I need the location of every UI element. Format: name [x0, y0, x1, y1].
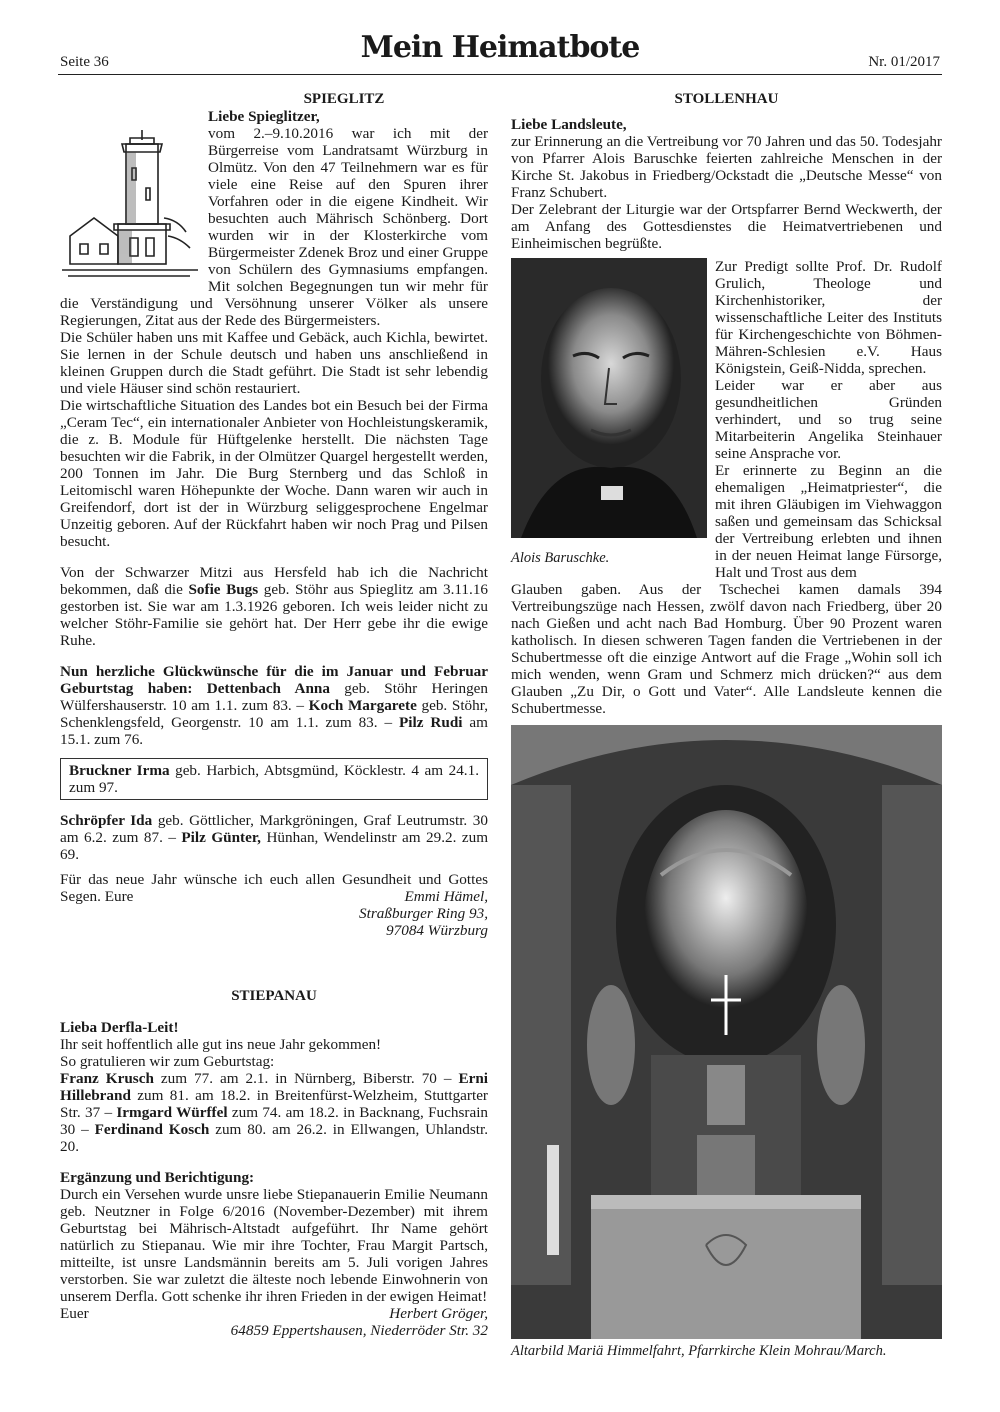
- person-name: Sofie Bugs: [188, 581, 259, 598]
- paragraph: Leider war er aber aus gesundheitlichen Gründen verhindert, und so trug seine Mitarbeiterin Angelika Steinhauer seine Ansprache vor.: [715, 377, 942, 462]
- spieglitz-section: [60, 91, 488, 939]
- paragraph: Durch ein Versehen wurde unsre liebe Stiepanauerin Emilie Neumann geb. Neutzner in Folge 6/2016 (November-Dezember) mit ihrem Geburtstag bei Mährisch-Altstadt aufgeführt. Ihr Name gehört natürlich zu Stiepanau. Wie mir ihre Tochter, Frau Margit Partsch, mitteilte, ist unsre Landsmännin bereits am 5. Juli vorigen Jahres verstorben. Sie war zuletzt die älteste noch lebende Einwohnerin von unserem Derfla. Gott schenke ihr ihren Frieden in der ewigen Heimat!: [60, 1186, 488, 1305]
- altar-figure: [511, 725, 942, 1360]
- portrait-image: [511, 258, 707, 538]
- altar-image: [511, 725, 942, 1339]
- paragraph: Zur Predigt sollte Prof. Dr. Rudolf Grulich, Theologe und Kirchenhistoriker, der wissenschaftliche Leiter des Instituts für Kirchengeschichte von Böhmen-Mähren-Schlesien e.V. Haus Königstein, Geiß-Nidda, sprechen.: [715, 258, 942, 377]
- header-rule: [58, 74, 942, 75]
- greeting-spieglitz: Liebe Spieglitzer,: [208, 108, 320, 125]
- highlight-box: Bruckner Irma geb. Harbich, Abtsgmünd, Köcklestr. 4 am 24.1. zum 97.: [60, 758, 488, 800]
- birthday-list: Franz Krusch zum 77. am 2.1. in Nürnberg, Biberstr. 70 – Erni Hillebrand zum 81. am 18.2. in Breitenfürst-Welzheim, Stuttgarter Str. 37 – Irmgard Würffel zum 74. am 18.2. in Backnang, Fuchsrain 30 – Ferdinand Kosch zum 80. am 26.2. in Ellwangen, Uhlandstr. 20.: [60, 1070, 489, 1155]
- paragraph: Die wirtschaftliche Situation des Landes bot ein Besuch bei der Firma „Ceram Tec“, ein internationaler Anbieter von Hochleistungskeramik, die z. B. Module für Hüftgelenke herstellt. Die nächsten Tage besuchten wir die Fabrik, in der Olmützer Quargel hergestellt werden, 200 Tonnen im Jahr. Die Burg Sternberg und das Schloß in Leitomischl waren Höhepunkte der Woche. Dann waren wir auch in Greifendorf, dort ist der in Würzburg seliggesprochene Engelmar Unzeitig geboren. Auf der Rückfahrt haben wir noch Prag und Pilsen besucht.: [60, 397, 488, 550]
- issue-number: Nr. 01/2017: [868, 54, 940, 70]
- stiepanau-section: [60, 988, 488, 1339]
- page-number: Seite 36: [60, 54, 109, 70]
- section-title-stiepanau: STIEPANAU: [231, 988, 317, 1004]
- paragraph: So gratulieren wir zum Geburtstag:: [60, 1053, 275, 1070]
- paragraph: Der Zelebrant der Liturgie war der Ortspfarrer Bernd Weckwerth, der am Anfang des Gottesdienstes die Heimatvertriebenen und Einheimischen begrüßte.: [511, 201, 942, 252]
- tower-illustration: [60, 108, 200, 284]
- paragraph: Von der Schwarzer Mitzi aus Hersfeld hab ich die Nachricht bekommen, daß die Sofie Bugs geb. Stöhr aus Spieglitz am 3.11.16 gestorben ist. Sie war am 1.3.1926 geboren. Ich weis leider nicht zu welcher Stöhr-Familie sie gehört hat. Der Herr gebe ihr die ewige Ruhe.: [60, 564, 489, 649]
- section-title-stollenhau: STOLLENHAU: [674, 91, 779, 107]
- altar-photo: [511, 725, 942, 1339]
- greeting-stollenhau: Liebe Landsleute,: [511, 116, 627, 133]
- paragraph: Die Schüler haben uns mit Kaffee und Gebäck, auch Kichla, bewirtet. Sie lernen in der Schule deutsch und haben uns anschließend in kleinen Gruppen durch die Stadt geführt. Die Stadt ist sehr lebendig und viele Häuser sind schön restauriert.: [60, 329, 488, 397]
- stollenhau-section: [511, 91, 942, 717]
- paragraph: vom 2.–9.10.2016 war ich mit der Bürgerreise vom Landratsamt Würzburg in Olmütz. Von den 47 Teilnehmern war es für viele eine Reise auf den Spuren ihrer Vorfahren oder in die eigene Kindheit. Wir besuchten auch Mährisch Schönberg. Dort wurden wir in der Klosterkirche vom Bürgermeister Zdenek Broz und einer Gruppe von Schülern des Gymnasiums empfangen. Mit solchen Begegnungen tun wir mehr für die Verständigung und Versöhnung unserer Völker als unsere Regierungen, Zitat aus der Rede des Bürgermeisters.: [60, 125, 488, 329]
- greeting-stiepanau: Lieba Derfla-Leit!: [60, 1019, 179, 1036]
- signature-line: Straßburger Ring 93,: [359, 905, 488, 922]
- section-title-spieglitz: SPIEGLITZ: [303, 91, 385, 107]
- paragraph: Ihr seit hoffentlich alle gut ins neue Jahr gekommen!: [60, 1036, 382, 1053]
- masthead: Mein Heimatbote: [360, 30, 640, 65]
- closing: Euer Herbert Gröger,: [60, 1305, 488, 1322]
- signature-line: 97084 Würzburg: [386, 922, 488, 939]
- photo-caption: Alois Baruschke.: [511, 550, 610, 566]
- paragraph: Er erinnerte zu Beginn an die ehemaligen „Heimatpriester“, die mit ihren Gläubigen im Viehwaggon saßen und gemeinsam das Schicksal der Vertreibung erlebten und ihnen in der neuen Heimat lange Fürsorge, Halt und Trost aus dem: [715, 462, 942, 581]
- birthday-list: Nun herzliche Glückwünsche für die im Januar und Februar Geburtstag haben: Dettenbach Anna geb. Stöhr Heringen Wülfershauserstr. 10 am 1.1. zum 83. – Koch Margarete geb. Stöhr, Schenklengsfeld, Georgenstr. 10 am 1.1. zum 83. – Pilz Rudi am 15.1. zum 76.: [60, 663, 489, 748]
- paragraph: zur Erinnerung an die Vertreibung vor 70 Jahren und das 50. Todesjahr von Pfarrer Alois Baruschke feierten zahlreiche Menschen in der Kirche St. Jakobus in Friedberg/Ockstadt die „Deutsche Messe“ von Franz Schubert.: [511, 133, 942, 201]
- closing: Für das neue Jahr wünsche ich euch allen Gesundheit und Gottes Segen. Eure Emmi Hämel,: [60, 871, 488, 905]
- portrait-figure: [511, 258, 707, 567]
- correction-title: Ergänzung und Berichtigung:: [60, 1169, 255, 1186]
- signature-line: 64859 Eppertshausen, Niederröder Str. 32: [230, 1322, 488, 1339]
- photo-caption: Altarbild Mariä Himmelfahrt, Pfarrkirche Klein Mohrau/March.: [511, 1343, 887, 1359]
- birthday-list: Schröpfer Ida geb. Göttlicher, Markgröningen, Graf Leutrumstr. 30 am 6.2. zum 87. – Pilz Günter, Hünhan, Wendelinstr am 29.2. zum 69.: [60, 812, 489, 863]
- portrait-photo: [511, 258, 707, 538]
- paragraph: Glauben gaben. Aus der Tschechei kamen damals 394 Vertreibungszüge nach Hessen, zwölf davon nach Friedberg, über 20 nach Gießen und acht nach Bad Homburg. Über 90 Prozent waren katholisch. In diesen schweren Tagen fanden die Vertriebenen in der Schubertmesse oft die einzige Antwort auf die Frage „Wohin soll ich mich wenden, wenn Gram und Schmerz mich drücken?“ aus dem Glauben „Zu Dir, o Gott und Vater“. Alle Landsleute kennen die Schubertmesse.: [511, 581, 942, 717]
